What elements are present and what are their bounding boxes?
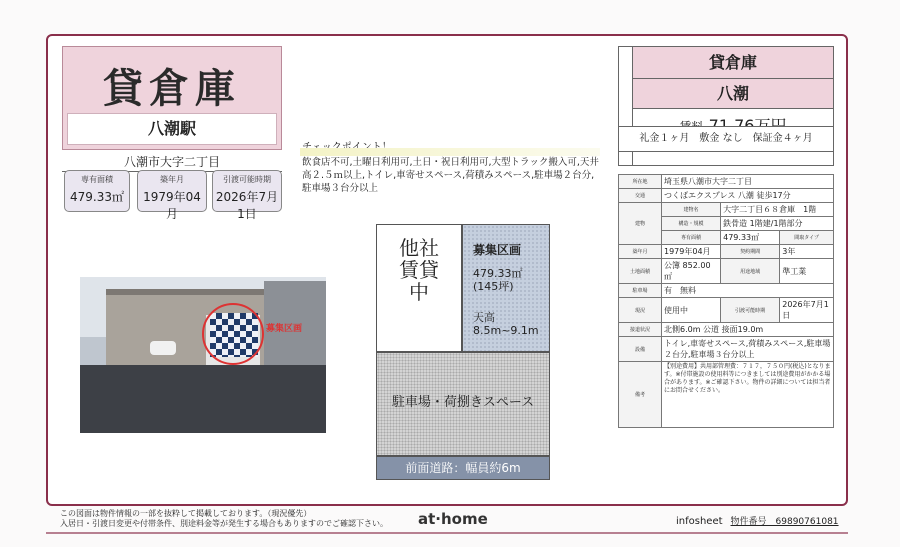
station-name: 八潮駅 xyxy=(67,113,277,145)
plan-road: 前面道路：幅員約6m xyxy=(376,456,550,480)
stat-area: 専有面積 479.33㎡ xyxy=(64,170,130,212)
stat-built: 築年月 1979年04月 xyxy=(137,170,207,212)
summary-fees: 礼金１ヶ月 敷金 なし 保証金４ヶ月 xyxy=(618,126,834,152)
photo-label: 募集区画 xyxy=(266,324,303,334)
property-number: 物件番号 69890761081 xyxy=(730,517,839,527)
summary-location: 八潮 xyxy=(633,79,833,109)
plan-other-tenant: 他社賃貸中 xyxy=(376,224,462,352)
title-block xyxy=(62,46,282,150)
athome-logo: at·home xyxy=(418,510,488,528)
infosheet-label: infosheet 物件番号 69890761081 xyxy=(676,516,839,527)
address-short: 八潮市大字二丁目 xyxy=(62,153,282,172)
summary-type: 貸倉庫 xyxy=(633,47,833,79)
details-table: 所在地 埼玉県八潮市大字二丁目 交通 つくばエクスプレス 八潮 徒歩17分 建物 建物名 大字二丁目６８倉庫 1階 構造・規模 鉄骨造 1階建/1階部分 専有面積 479.33㎡ 間取タイプ 築年月 1979年04月 契約期間 3年 土地面積 公簿 852.00㎡ 用途地域 準工業 駐車場 有 無料 現況 使用中 引渡可能時期 2026年7月1日 接道状況 北側6.0m 公道 接面19.0m 設備 トイレ,車寄せスペース,荷積みスペース,駐車場２台分,駐車場３台分以上 備考 【別途費用】共用部管理費：７１７，７５０円(税込)となります。※付帯施設の使用料等につきましては別途費用がかかる場合があります。※ご確認下さい。物件の詳細については担当者にお問合せください。 xyxy=(618,174,834,428)
page-title: 貸倉庫 xyxy=(103,66,241,112)
checkpoint-bar xyxy=(300,148,600,156)
property-photo xyxy=(80,277,326,433)
plan-target-area: 募集区画 479.33㎡ (145坪) 天高 8.5m~9.1m xyxy=(462,224,550,352)
footer-note: この図面は物件情報の一部を抜粋して掲載しております。（現況優先） 入居日・引渡日変更や付帯条件、別途料金等が発生する場合もありますのでご確認下さい。 xyxy=(60,509,388,528)
stat-delivery: 引渡可能時期 2026年7月1日 xyxy=(212,170,282,212)
plan-parking: 駐車場・荷捌きスペース xyxy=(376,352,550,456)
checkpoint-text: 飲食店不可,土曜日利用可,土日・祝日利用可,大型トラック搬入可,天井高２.５ｍ以上,トイレ,車寄せスペース,荷積みスペース,駐車場２台分,駐車場３台分以上 xyxy=(302,157,599,194)
highlight-circle xyxy=(202,303,264,365)
